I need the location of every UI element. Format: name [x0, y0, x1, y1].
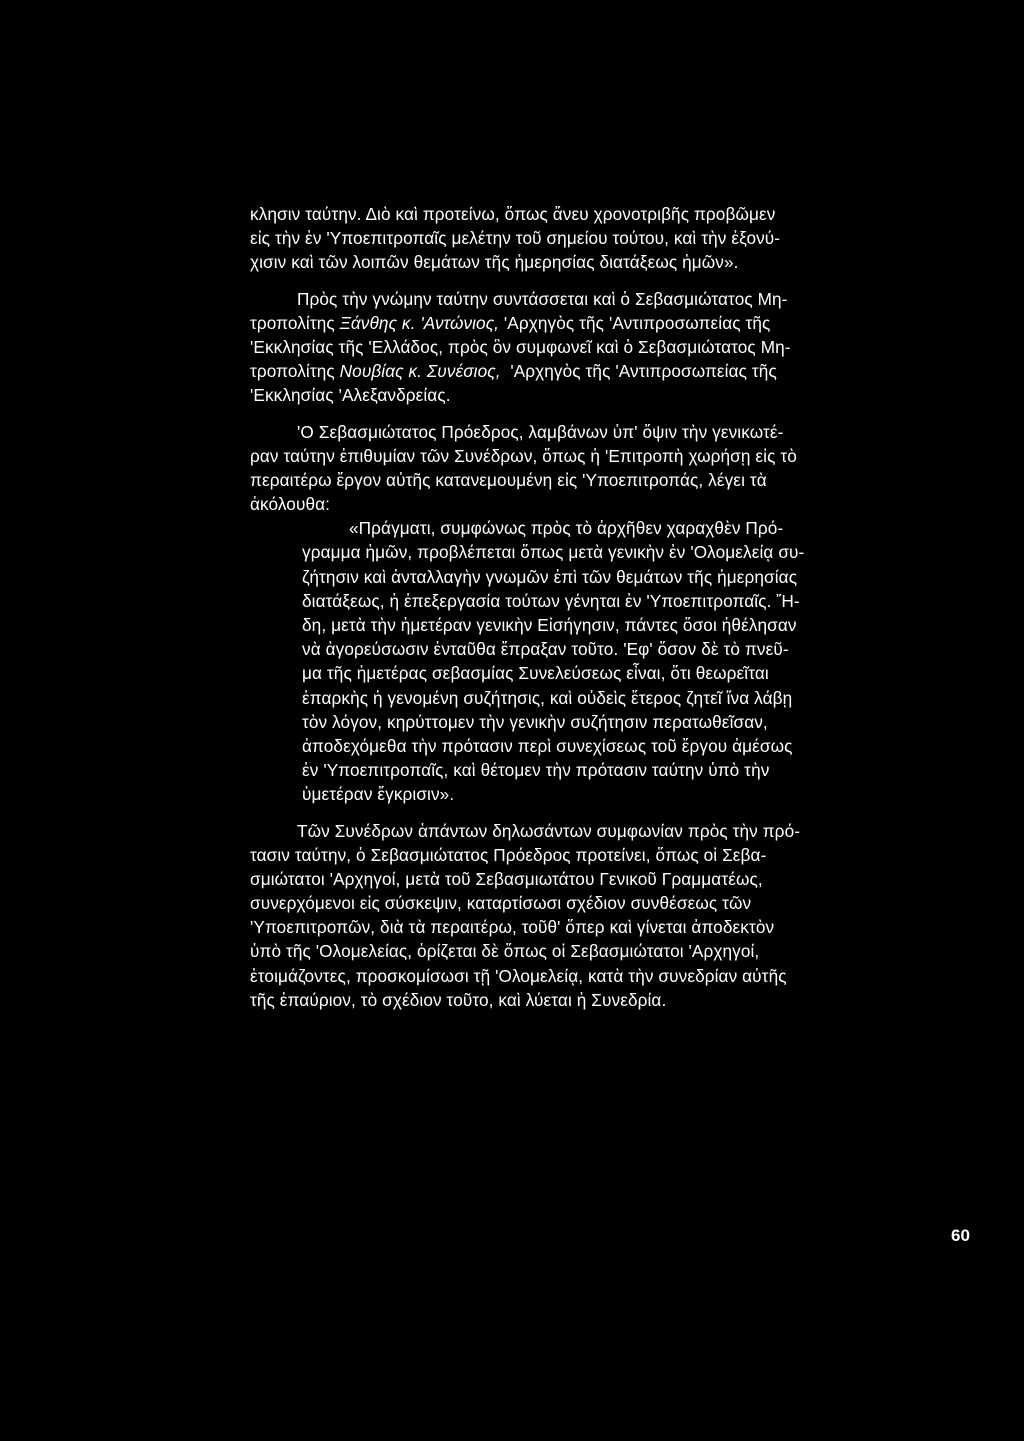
text-line: ὑμετέραν ἔγκρισιν».	[302, 784, 455, 805]
quotation-block	[250, 516, 910, 806]
text-line: ζήτησιν καὶ ἀνταλλαγὴν γνωμῶν ἐπὶ τῶν θεμάτων τῆς ἡμερησίας	[302, 566, 798, 587]
text-line: ἐπαρκὴς ἡ γενομένη συζήτησις, καὶ οὐδεὶς ἕτερος ζητεῖ ἵνα λάβῃ	[302, 687, 793, 708]
text-line: ἑτοιμάζοντες, προσκομίσωσι τῇ 'Ολομελείᾳ, κατὰ τὴν συνεδρίαν αὐτῆς	[250, 965, 787, 986]
document-page	[250, 202, 910, 1012]
text-line: ραν ταύτην ἐπιθυμίαν τῶν Συνέδρων, ὅπως ἡ 'Επιτροπὴ χωρήσῃ εἰς τὸ	[250, 445, 797, 466]
paragraph-gap	[250, 807, 910, 819]
text-line: 'Υποεπιτροπῶν, διὰ τὰ περαιτέρω, τοῦθ' ὅπερ καὶ γίνεται ἀποδεκτὸν	[250, 917, 775, 938]
text-line: ὑπὸ τῆς 'Ολομελείας, ὁρίζεται δὲ ὅπως οἱ Σεβασμιώτατοι 'Αρχηγοί,	[250, 941, 760, 962]
text-segment: τροπολίτης	[250, 361, 340, 382]
text-line: μα τῆς ἡμετέρας σεβασμίας Συνελεύσεως εἶναι, ὅτι θεωρεῖται	[302, 663, 769, 684]
text-line: περαιτέρω ἔργον αὐτῆς κατανεμουμένη εἰς 'Υποεπιτροπάς, λέγει τὰ	[250, 469, 767, 490]
text-line: δη, μετὰ τὴν ἡμετέραν γενικὴν Εἰσήγησιν, πάντες ὅσοι ἠθέλησαν	[302, 615, 797, 635]
text-line: ἀκόλουθα:	[250, 494, 331, 515]
text-line: ἐν 'Υποεπιτροπαῖς, καὶ θέτομεν τὴν πρότασιν ταύτην ὑπὸ τὴν	[302, 760, 770, 781]
text-line: χισιν καὶ τῶν λοιπῶν θεμάτων τῆς ἡμερησίας διατάξεως ἡμῶν».	[250, 252, 739, 273]
paragraph-1	[250, 202, 910, 275]
page-number: 60	[951, 1226, 970, 1245]
text-line: 'Εκκλησίας 'Αλεξανδρείας.	[250, 385, 451, 406]
paragraph-4	[250, 819, 910, 1013]
text-line: συνερχόμενοι εἰς σύσκεψιν, καταρτίσωσι σχέδιον συνθέσεως τῶν	[250, 893, 752, 914]
text-line: σμιώτατοι 'Αρχηγοί, μετὰ τοῦ Σεβασμιωτάτου Γενικοῦ Γραμματέως,	[250, 868, 763, 889]
text-line: τῆς ἐπαύριον, τὸ σχέδιον τοῦτο, καὶ λύεται ἡ Συνεδρία.	[250, 989, 667, 1010]
paragraph-2	[250, 287, 910, 408]
text-segment: 'Αρχηγὸς τῆς 'Αντιπροσωπείας τῆς	[499, 312, 771, 333]
paragraph-3	[250, 420, 910, 517]
italic-name: Ξάνθης κ. 'Αντώνιος,	[339, 312, 500, 333]
text-segment: τροπολίτης	[250, 312, 340, 333]
text-line	[250, 359, 910, 383]
text-segment: 'Αρχηγὸς τῆς 'Αντιπροσωπείας τῆς	[500, 361, 777, 382]
paragraph-gap	[250, 408, 910, 420]
italic-name: Νουβίας κ. Συνέσιος,	[339, 361, 501, 382]
text-line: 'Εκκλησίας τῆς 'Ελλάδος, πρὸς ὃν συμφωνεῖ καὶ ὁ Σεβασμιώτατος Μη-	[250, 336, 791, 357]
text-line: ἀποδεχόμεθα τὴν πρότασιν περὶ συνεχίσεως τοῦ ἔργου ἀμέσως	[302, 735, 793, 756]
text-line: τασιν ταύτην, ὁ Σεβασμιώτατος Πρόεδρος προτείνει, ὅπως οἱ Σεβα-	[250, 844, 767, 865]
text-line: νὰ ἀγορεύσωσιν ἐνταῦθα ἔπραξαν τοῦτο. 'Εφ' ὅσον δὲ τὸ πνεῦ-	[302, 639, 789, 660]
text-line: εἰς τὴν ἐν 'Υποεπιτροπαῖς μελέτην τοῦ σημείου τούτου, καὶ τὴν ἐξονύ-	[250, 228, 781, 249]
text-line	[250, 311, 910, 335]
text-line: «Πράγματι, συμφώνως πρὸς τὸ ἀρχῆθεν χαραχθὲν Πρό-	[349, 518, 784, 539]
text-line: 'Ο Σεβασμιώτατος Πρόεδρος, λαμβάνων ὑπ' ὄψιν τὴν γενικωτέ-	[297, 421, 784, 442]
text-line: κλησιν ταύτην. Διὸ καὶ προτείνω, ὅπως ἄνευ χρονοτριβῆς προβῶμεν	[250, 204, 776, 224]
text-line: Πρὸς τὴν γνώμην ταύτην συντάσσεται καὶ ὁ Σεβασμιώτατος Μη-	[297, 288, 788, 309]
text-line: Τῶν Συνέδρων ἁπάντων δηλωσάντων συμφωνίαν πρὸς τὴν πρό-	[297, 820, 801, 841]
paragraph-gap	[250, 275, 910, 287]
text-line: τὸν λόγον, κηρύττομεν τὴν γενικὴν συζήτησιν περατωθεῖσαν,	[302, 711, 768, 732]
text-line: γραμμα ἡμῶν, προβλέπεται ὅπως μετὰ γενικὴν ἐν 'Ολομελείᾳ συ-	[302, 542, 805, 563]
text-line: διατάξεως, ἡ ἐπεξεργασία τούτων γένηται ἐν 'Υποεπιτροπαῖς. Ἤ-	[302, 590, 800, 611]
